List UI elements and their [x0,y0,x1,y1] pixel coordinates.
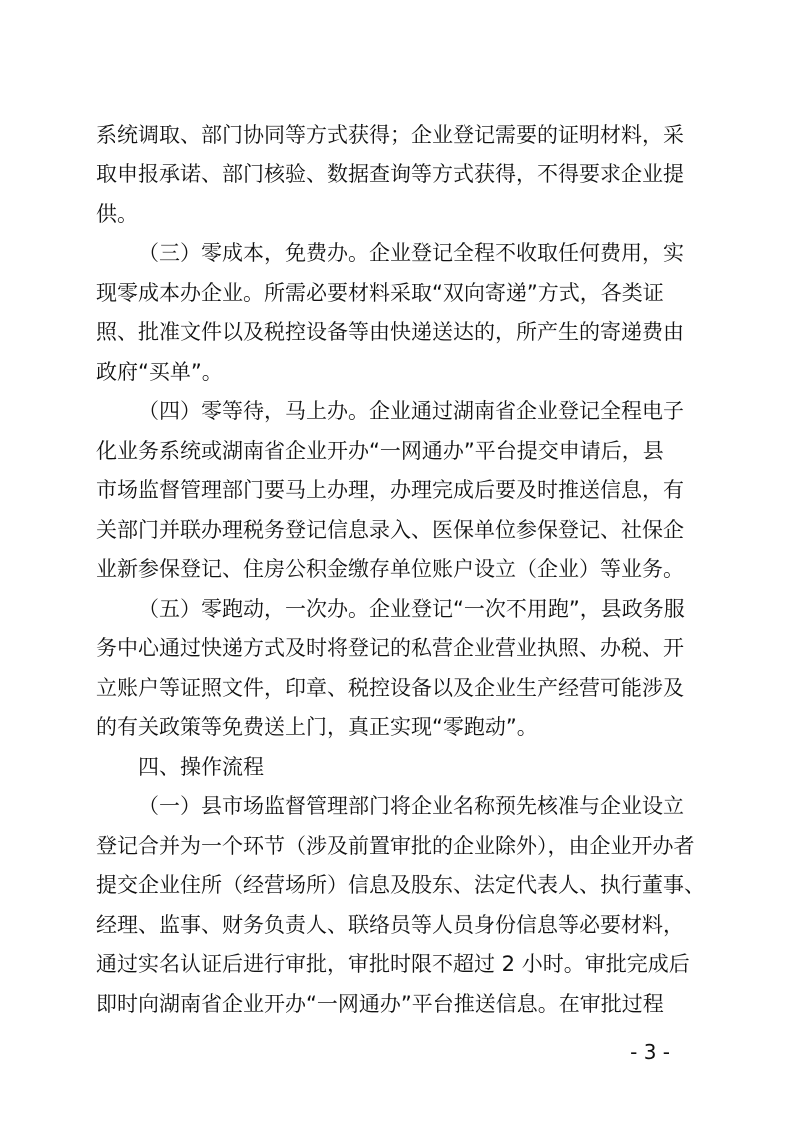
text-line: 系统调取、部门协同等方式获得；企业登记需要的证明材料，采 [96,123,684,147]
text-line: 立账户等证照文件，印章、税控设备以及企业生产经营可能涉及 [96,676,684,700]
text-line: 供。 [96,202,138,226]
text-line: 务中心通过快递方式及时将登记的私营企业营业执照、办税、开 [96,636,684,660]
text-line: 的有关政策等免费送上门，真正实现“零跑动”。 [96,715,538,739]
text-line: 登记合并为一个环节（涉及前置审批的企业除外），由企业开办者 [96,834,695,858]
paragraph-four-first-line: （四）零等待，马上办。企业通过湖南省企业登记全程电子 [138,399,684,423]
page-number: - 3 - [630,1040,670,1064]
text-line: 照、批准文件以及税控设备等由快递送达的，所产生的寄递费由 [96,320,684,344]
section-heading: 四、操作流程 [138,755,264,779]
text-line: 取申报承诺、部门核验、数据查询等方式获得，不得要求企业提 [96,162,684,186]
text-line: 市场监督管理部门要马上办理，办理完成后要及时推送信息，有 [96,478,684,502]
text-line: 政府“买单”。 [96,360,223,384]
text-line: 化业务系统或湖南省企业开办“一网通办”平台提交申请后，县 [96,439,664,463]
text-line: 现零成本办企业。所需必要材料采取“双向寄递”方式，各类证 [96,281,664,305]
paragraph-five-first-line: （五）零跑动，一次办。企业登记“一次不用跑”，县政务服 [138,597,685,621]
paragraph-one-first-line: （一）县市场监督管理部门将企业名称预先核准与企业设立 [138,794,684,818]
paragraph-three-first-line: （三）零成本，免费办。企业登记全程不收取任何费用，实 [138,241,684,265]
text-line: 经理、监事、财务负责人、联络员等人员身份信息等必要材料， [96,913,684,937]
text-line: 业新参保登记、住房公积金缴存单位账户设立（企业）等业务。 [96,557,684,581]
text-line: 关部门并联办理税务登记信息录入、医保单位参保登记、社保企 [96,518,684,542]
text-line: 提交企业住所（经营场所）信息及股东、法定代表人、执行董事、 [96,873,705,897]
text-line: 通过实名认证后进行审批，审批时限不超过 2 小时。审批完成后 [96,952,690,976]
text-line: 即时向湖南省企业开办“一网通办”平台推送信息。在审批过程 [96,992,664,1016]
